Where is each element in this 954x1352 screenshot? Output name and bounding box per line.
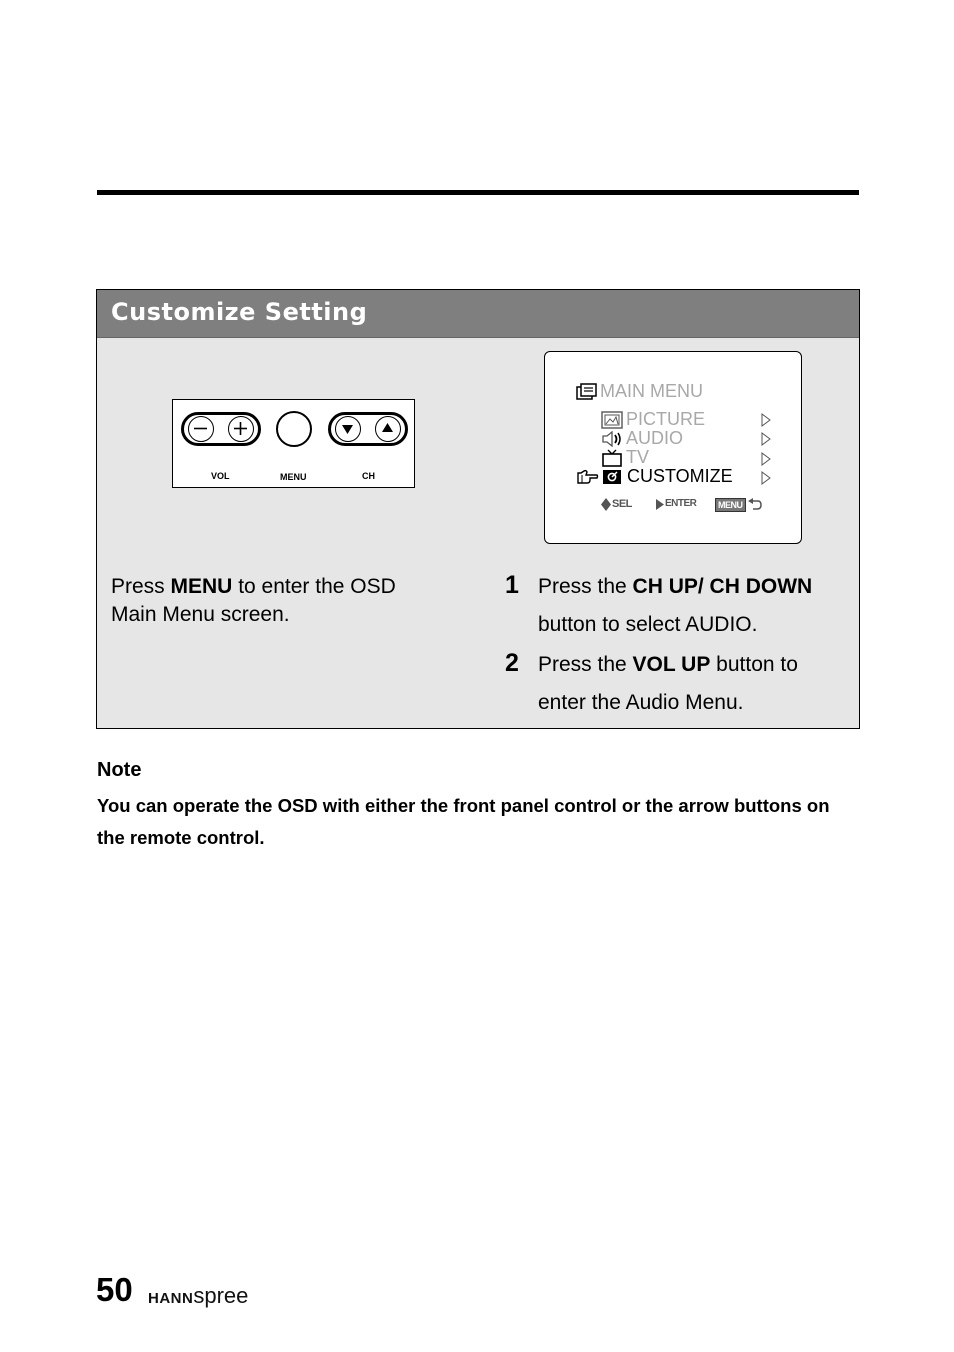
step-1-number: 1 [505, 571, 519, 599]
left-instruction-pre: Press [111, 575, 171, 598]
vol-plus-button[interactable] [228, 416, 254, 442]
audio-icon [601, 431, 623, 447]
step-1-text [538, 568, 848, 644]
step-1-key: CH UP/ CH DOWN [632, 575, 813, 598]
ch-label: CH [362, 471, 375, 481]
front-panel-control [172, 399, 415, 488]
step-2-number: 2 [505, 649, 519, 677]
step-1-pre: Press the [538, 575, 633, 598]
osd-footer-menu: MENU [715, 498, 746, 512]
step-2-line2: enter the Audio Menu. [538, 691, 744, 714]
osd-footer-enter: ENTER [665, 498, 697, 509]
top-rule [97, 190, 859, 195]
left-instruction-post: to enter the OSD [232, 575, 396, 598]
step-2-pre: Press the [538, 653, 633, 676]
note-title: Note [97, 759, 142, 781]
step-1-line2: button to select AUDIO. [538, 613, 758, 636]
osd-item-picture: PICTURE [626, 409, 706, 429]
page-number: 50 [96, 1271, 133, 1308]
osd-item-customize: CUSTOMIZE [627, 466, 733, 486]
menu-label: MENU [280, 472, 307, 482]
tv-icon [602, 449, 622, 467]
step-2-key: VOL UP [632, 653, 711, 676]
menu-button[interactable] [276, 411, 312, 447]
ch-button-group [328, 412, 408, 446]
left-instruction-key: MENU [170, 575, 233, 598]
customize-icon [602, 469, 622, 485]
picture-icon [601, 411, 623, 429]
brand-light: spree [193, 1283, 249, 1308]
osd-footer-sel: SEL [612, 498, 632, 510]
return-arrow-icon [748, 498, 762, 511]
step-2-text [538, 646, 848, 722]
ch-up-button[interactable] [375, 416, 401, 442]
triangle-down-icon [336, 417, 359, 440]
step-2-post: button to [710, 653, 798, 676]
left-instruction-line2: Main Menu screen. [111, 603, 290, 626]
vol-label: VOL [211, 471, 230, 481]
customize-setting-panel [96, 289, 860, 729]
osd-main-menu [544, 351, 802, 544]
brand-bold: HANN [148, 1290, 194, 1307]
plus-icon [229, 417, 252, 440]
panel-title: Customize Setting [111, 298, 368, 326]
right-arrow-icon [656, 499, 664, 510]
panel-header [97, 290, 859, 338]
triangle-up-icon [376, 417, 399, 440]
note-body: You can operate the OSD with either the front panel control or the arrow buttons on the remote control. [97, 795, 830, 848]
main-menu-icon [576, 383, 598, 401]
left-instruction-line1 [111, 573, 396, 601]
vol-minus-button[interactable] [188, 416, 214, 442]
vol-button-group [181, 412, 261, 446]
minus-icon [189, 417, 212, 440]
submenu-arrow-icons [761, 413, 771, 489]
pointing-hand-icon [577, 469, 599, 485]
osd-title: MAIN MENU [600, 381, 703, 401]
up-down-arrow-icon [601, 498, 611, 511]
ch-down-button[interactable] [335, 416, 361, 442]
osd-item-tv: TV [626, 447, 650, 467]
brand-logo [148, 1283, 248, 1309]
osd-item-audio: AUDIO [626, 428, 684, 448]
